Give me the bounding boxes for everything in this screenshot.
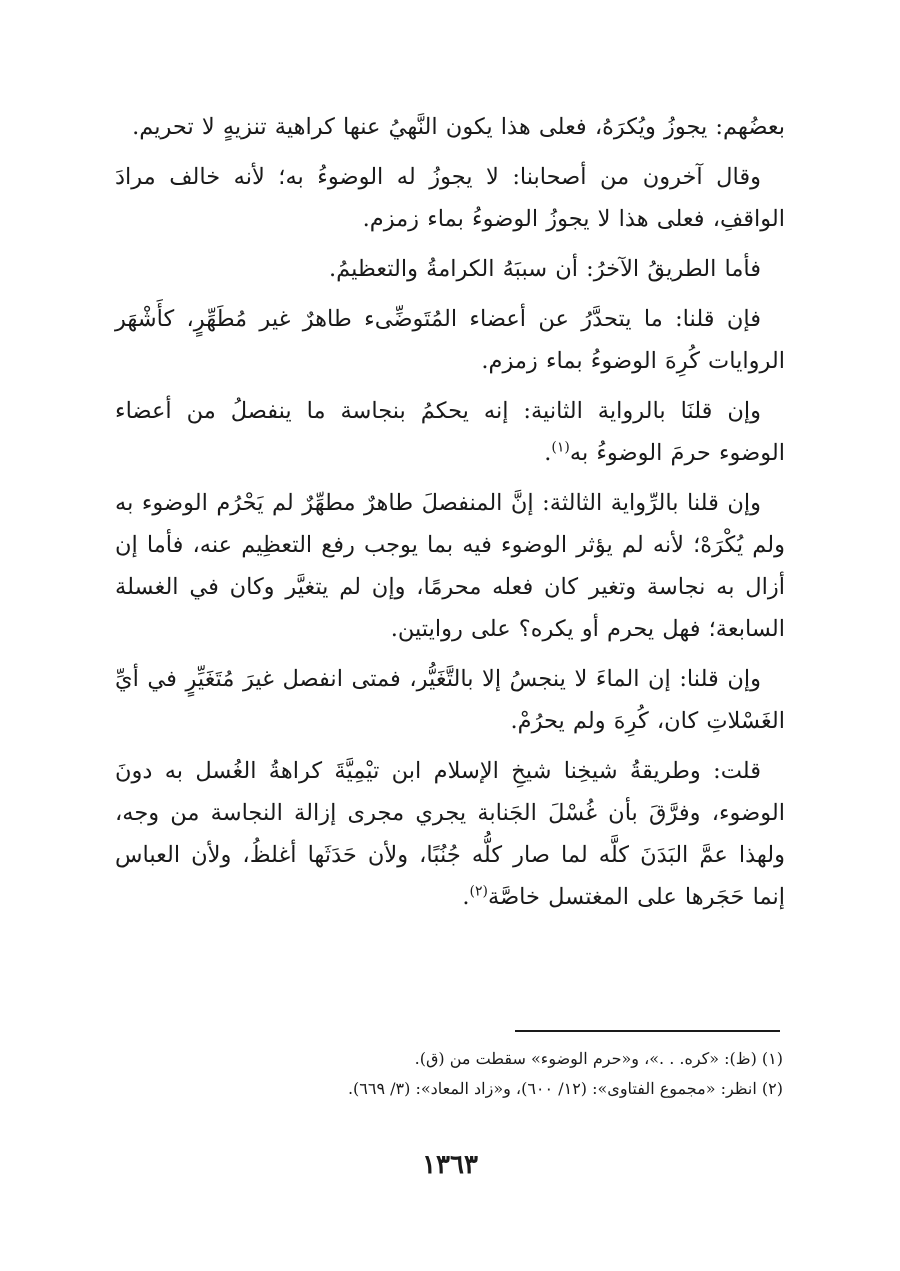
- paragraph-5: وإن قلنَا بالرواية الثانية: إنه يحكمُ بنجاسة ما ينفصلُ من أعضاء الوضوء حرمَ الوضوءُ به$^{(١)}$.: [115, 398, 785, 466]
- page-number: ١٣٦٣: [422, 1150, 478, 1180]
- paragraph-7: وإن قلنا: إن الماءَ لا ينجسُ إلا بالتَّغَيُّر، فمتى انفصل غيرَ مُتَغَيِّرٍ في أيِّ الغَسْلاتِ كان، كُرِهَ ولم يحرُمْ.: [115, 666, 785, 734]
- footnote-ref-1[interactable]: (١): [551, 439, 570, 456]
- paragraph-2: وقال آخرون من أصحابنا: لا يجوزُ له الوضوءُ به؛ لأنه خالف مرادَ الواقفِ، فعلى هذا لا يجوزُ الوضوءُ بماء زمزم.: [115, 164, 785, 232]
- paragraph-4: فإن قلنا: ما يتحدَّرُ عن أعضاء المُتَوضِّىء طاهرٌ غير مُطَهِّرٍ، كأَشْهَر الروايات كُرِهَ الوضوءُ بماء زمزم.: [115, 306, 785, 374]
- paragraph-8: قلت: وطريقةُ شيخِنا شيخِ الإسلام ابن تيْمِيَّةَ كراهةُ الغُسل به دونَ الوضوء، وفرَّقَ بأن غُسْلَ الجَنابة يجري مجرى إزالة النجاسة من وجه، ولهذا عمَّ البَدَنَ كلَّه لما صار كلُّه جُنُبًا، ولأن حَدَثَها أغلظُ، ولأن العباس إنما حَجَرها على المغتسل خاصَّة$^{(٢)}$.: [115, 758, 785, 910]
- footnote-2: (٢) انظر: «مجموع الفتاوى»: (١٢/ ٦٠٠)، و«زاد المعاد»: (٣/ ٦٦٩).: [347, 1079, 783, 1098]
- paragraph-6: وإن قلنا بالرِّواية الثالثة: إنَّ المنفصلَ طاهرٌ مطهِّرٌ لم يَحْرُم الوضوء به ولم يُكْرَهْ؛ لأنه لم يؤثر الوضوء فيه بما يوجب رفع التعظِيم عنه، فأما إن أزال به نجاسة وتغير كان فعله محرمًا، وإن لم يتغيَّر وكان في الغسلة السابعة؛ فهل يحرم أو يكره؟ على روايتين.: [115, 490, 785, 642]
- footnote-ref-2[interactable]: (٢): [469, 883, 489, 900]
- paragraph-1: بعضُهم: يجوزُ ويُكرَهُ، فعلى هذا يكون النَّهيُ عنها كراهية تنزيهٍ لا تحريم.: [132, 114, 785, 140]
- footnote-1: (١) (ظ): «كره. . .»، و«حرم الوضوء» سقطت من (ق).: [414, 1049, 783, 1068]
- footnotes: [115, 1044, 783, 1104]
- main-text: [115, 106, 785, 926]
- paragraph-3: فأما الطريقُ الآخرُ: أن سببَهُ الكرامةُ والتعظيمُ.: [329, 256, 761, 282]
- footnote-divider: [515, 1030, 780, 1032]
